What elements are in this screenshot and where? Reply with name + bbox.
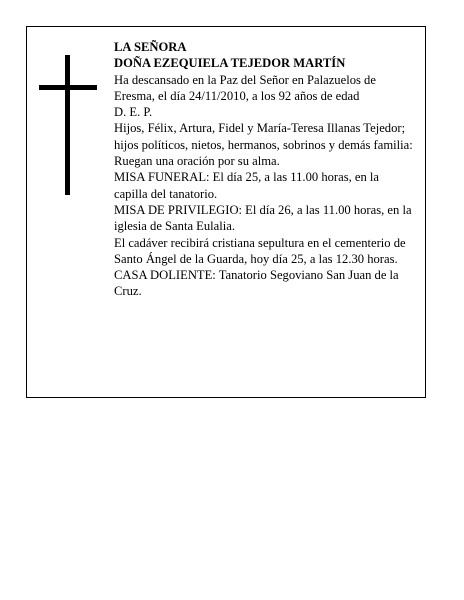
funeral-mass: MISA FUNERAL: El día 25, a las 11.00 horas, en la capilla del tanatorio. bbox=[114, 170, 380, 201]
notice-title: LA SEÑORA bbox=[114, 40, 187, 54]
obituary-notice bbox=[26, 26, 426, 398]
mourning-house: CASA DOLIENTE: Tanatorio Segoviano San Juan de la Cruz. bbox=[114, 268, 399, 299]
notice-text bbox=[114, 39, 414, 300]
deceased-name: DOÑA EZEQUIELA TEJEDOR MARTÍN bbox=[114, 56, 346, 71]
burial-details: El cadáver recibirá cristiana sepultura en el cementerio de Santo Ángel de la Guarda, hoy día 25, a las 12.30 horas. bbox=[114, 235, 406, 266]
rest-in-peace: D. E. P. bbox=[114, 105, 153, 120]
cross-icon bbox=[39, 55, 95, 195]
cross-vertical-bar bbox=[65, 55, 70, 195]
death-announcement: Ha descansado en la Paz del Señor en Palazuelos de Eresma, el día 24/11/2010, a los 92 años de edad bbox=[114, 72, 376, 103]
prayer-request: Ruegan una oración por su alma. bbox=[114, 154, 280, 169]
cross-horizontal-bar bbox=[39, 85, 97, 90]
privilege-mass: MISA DE PRIVILEGIO: El día 26, a las 11.00 horas, en la iglesia de Santa Eulalia. bbox=[114, 202, 412, 234]
family-list: Hijos, Félix, Artura, Fidel y María-Teresa Illanas Tejedor; hijos políticos, nietos, hermanos, sobrinos y demás familia: bbox=[114, 121, 413, 152]
